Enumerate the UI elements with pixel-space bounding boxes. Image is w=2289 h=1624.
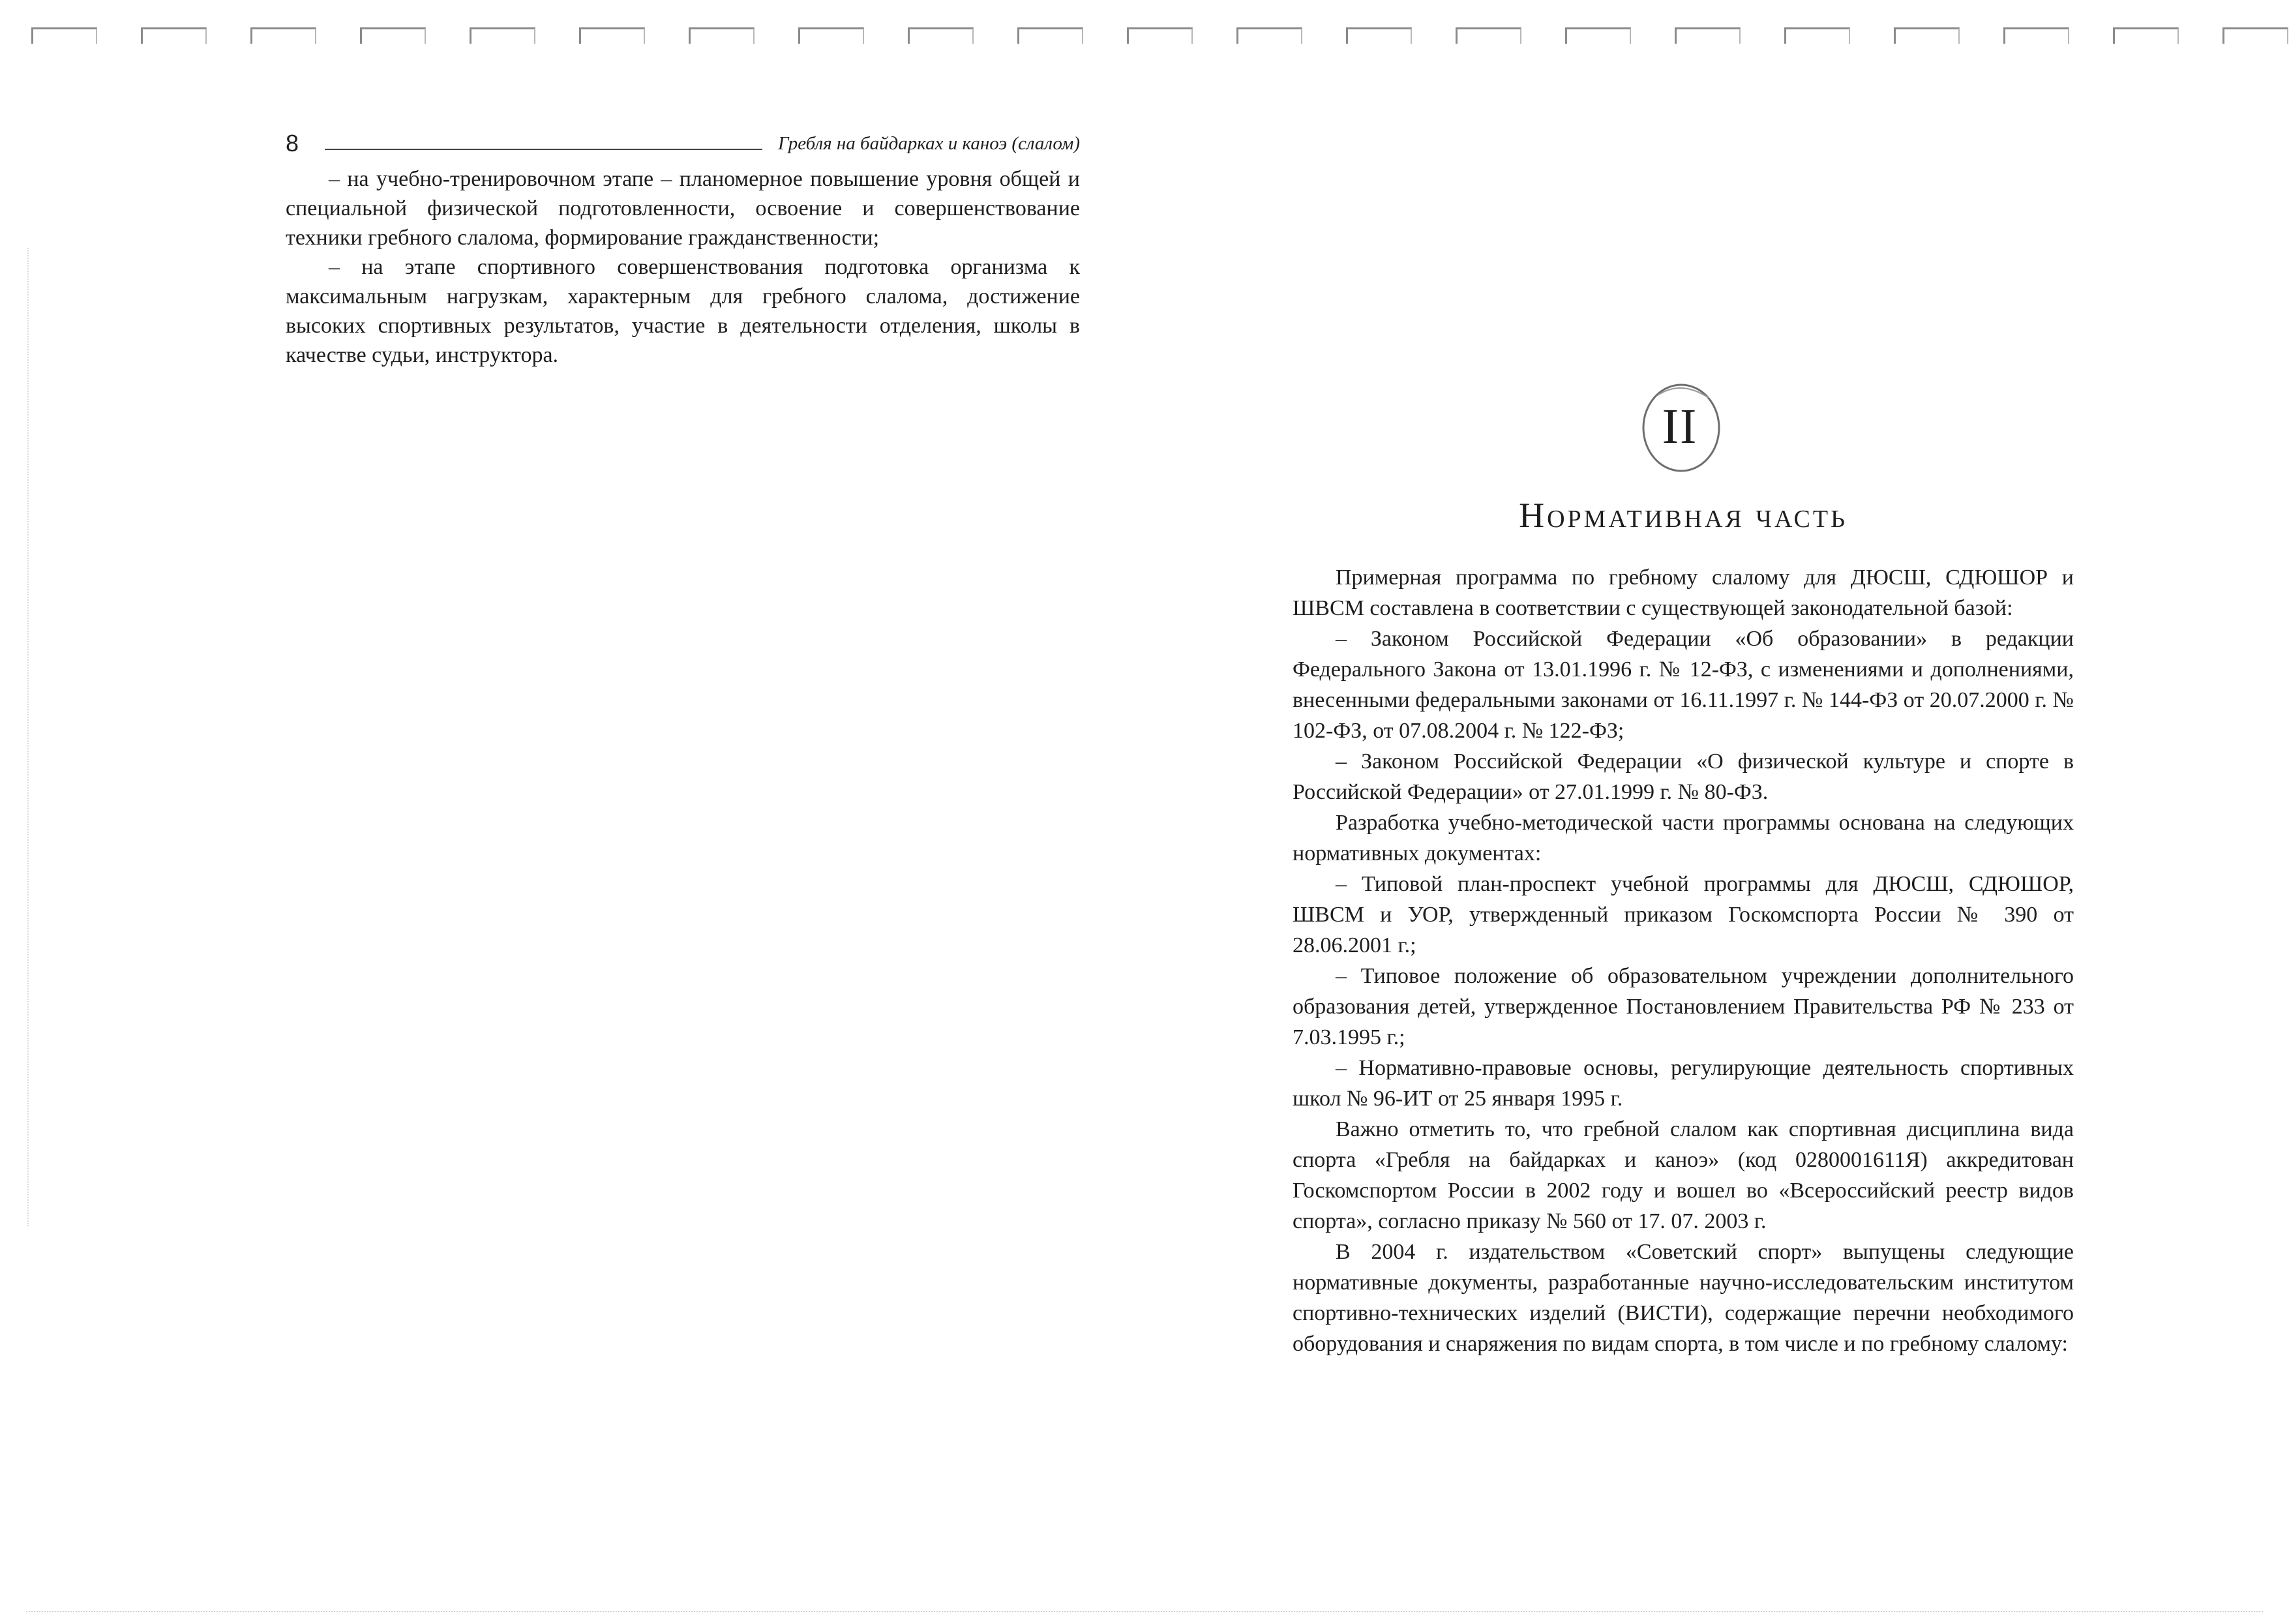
binding-tab (141, 27, 207, 44)
header-rule (325, 149, 762, 150)
section-title: Нормативная часть (1519, 496, 1848, 535)
left-page (286, 124, 1080, 370)
page-number: 8 (286, 130, 299, 157)
paragraph: – Типовое положение об образовательном учреждении дополнительного образования детей, утвержденное Постановлением Правительства РФ № 233 от 7.03.1995 г.; (1293, 964, 2074, 1049)
binding-tab (31, 27, 97, 44)
paragraph: Примерная программа по гребному слалому для ДЮСШ, СДЮШОР и ШВСМ составлена в соответствии с существующей законодательной базой: (1293, 565, 2074, 620)
binding-tab (1894, 27, 1960, 44)
binding-tab (908, 27, 974, 44)
binding-tab (798, 27, 864, 44)
binding-tab (2113, 27, 2179, 44)
binding-tab (250, 27, 316, 44)
left-page-text (286, 164, 1080, 370)
binding-tab (1346, 27, 1412, 44)
running-header (286, 124, 1080, 157)
paragraph: – Нормативно-правовые основы, регулирующие деятельность спортивных школ № 96-ИТ от 25 января 1995 г. (1293, 1056, 2074, 1111)
paragraph: – Типовой план-проспект учебной программы для ДЮСШ, СДЮШОР, ШВСМ и УОР, утвержденный приказом Госкомспорта России № 390 от 28.06.2001 г.; (1293, 872, 2074, 957)
paragraph: Важно отметить то, что гребной слалом как спортивная дисциплина вида спорта «Гребля на байдарках и каноэ» (код 0280001611Я) аккредитован Госкомспортом России в 2002 году и вошел во «Всероссийский реестр видов спорта», согласно приказу № 560 от 17. 07. 2003 г. (1293, 1117, 2074, 1233)
paragraph: Разработка учебно-методической части программы основана на следующих нормативных документах: (1293, 811, 2074, 865)
right-page-text (1293, 562, 2074, 1359)
binding-tab (1456, 27, 1521, 44)
paragraph: В 2004 г. издательством «Советский спорт» выпущены следующие нормативные документы, разработанные научно-исследовательским институтом спортивно-технических изделий (ВИСТИ), содержащие перечни необходимого оборудования и снаряжения по видам спорта, в том числе и по гребному слалому: (1293, 1240, 2074, 1356)
binding-tab (2003, 27, 2069, 44)
section-number: II (1662, 399, 1698, 454)
binding-tab (360, 27, 426, 44)
paragraph: – на учебно-тренировочном этапе – планомерное повышение уровня общей и специальной физической подготовленности, освоение и совершенствование техники гребного слалома, формирование гражданственности; (286, 167, 1080, 250)
running-title: Гребля на байдарках и каноэ (слалом) (778, 133, 1080, 154)
binding-tab (1675, 27, 1741, 44)
binding-tab (1017, 27, 1083, 44)
binding-tabs (0, 0, 2289, 52)
binding-tab (1565, 27, 1631, 44)
binding-tab (1127, 27, 1193, 44)
binding-tab (579, 27, 645, 44)
paragraph: – на этапе спортивного совершенствования подготовка организма к максимальным нагрузкам, характерным для гребного слалома, достижение высоких спортивных результатов, участие в деятельности отделения, школы в качестве судьи, инструктора. (286, 255, 1080, 367)
scan-edge-shadow (27, 248, 29, 1226)
binding-tab (1236, 27, 1302, 44)
binding-tab (689, 27, 755, 44)
binding-tab (2222, 27, 2288, 44)
paragraph: – Законом Российской Федерации «Об образовании» в редакции Федерального Закона от 13.01.1996 г. № 12-ФЗ, с изменениями и дополнениями, внесенными федеральными законами от 16.11.1997 г. № 144-ФЗ от 20.07.2000 г. № 102-ФЗ, от 07.08.2004 г. № 122-ФЗ; (1293, 627, 2074, 743)
binding-tab (1784, 27, 1850, 44)
paragraph: – Законом Российской Федерации «О физической культуре и спорте в Российской Федерации» от 27.01.1999 г. № 80-ФЗ. (1293, 749, 2074, 804)
binding-tab (470, 27, 535, 44)
scan-bottom-edge (26, 1611, 2263, 1612)
